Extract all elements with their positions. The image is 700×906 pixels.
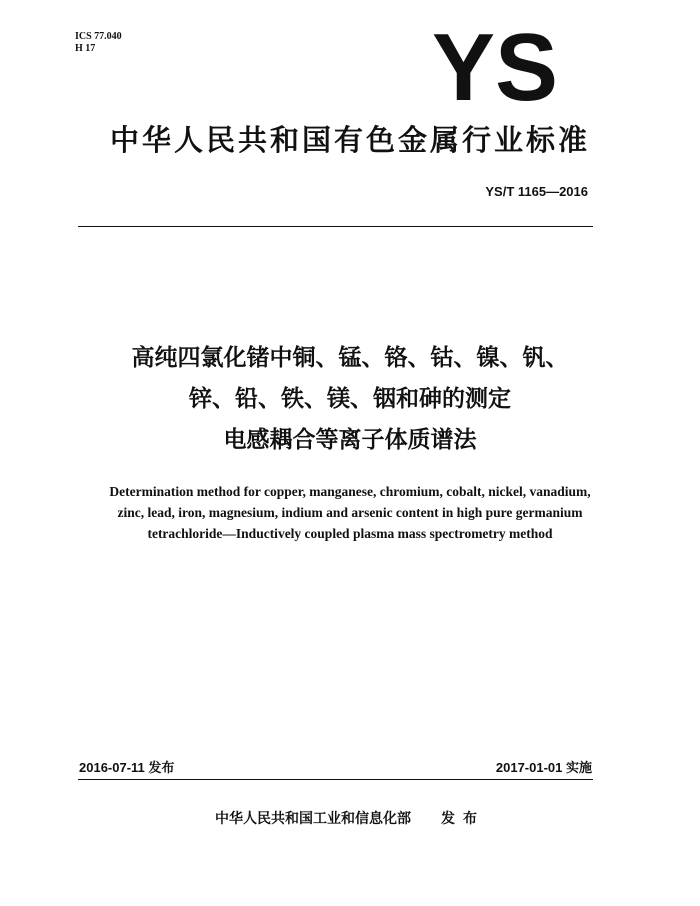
english-title-line: tetrachloride—Inductively coupled plasma mass spectrometry method bbox=[147, 526, 553, 541]
implementation-date: 2017-01-01 实施 bbox=[495, 760, 592, 775]
chinese-title-line: 电感耦合等离子体质谱法 bbox=[223, 427, 477, 453]
english-title-line: zinc, lead, iron, magnesium, indium and arsenic content in high pure germanium bbox=[117, 505, 583, 520]
issuer-line bbox=[0, 808, 700, 828]
ys-logo bbox=[430, 26, 560, 104]
top-divider bbox=[78, 226, 593, 227]
english-title bbox=[0, 481, 700, 544]
issue-date: 2016-07-11 发布 bbox=[79, 760, 175, 775]
standard-category-title: 中华人民共和国有色金属行业标准 bbox=[109, 123, 590, 157]
english-title-line: Determination method for copper, manganese, chromium, cobalt, nickel, vanadium, bbox=[109, 484, 591, 499]
chinese-title-line: 锌、铅、铁、镁、铟和砷的测定 bbox=[189, 386, 511, 412]
issuer-action: 发布 bbox=[441, 811, 485, 827]
classification-codes bbox=[75, 31, 122, 55]
ics-code: ICS 77.040 bbox=[75, 31, 122, 42]
bottom-divider bbox=[78, 779, 593, 780]
category-code: H 17 bbox=[75, 43, 96, 54]
logo-text: YS bbox=[432, 26, 558, 104]
standard-number: YS/T 1165—2016 bbox=[485, 184, 588, 199]
chinese-title-line: 高纯四氯化锗中铜、锰、铬、钴、镍、钒、 bbox=[131, 345, 569, 371]
chinese-title bbox=[0, 338, 700, 461]
issuer-name: 中华人民共和国工业和信息化部 bbox=[215, 811, 411, 827]
